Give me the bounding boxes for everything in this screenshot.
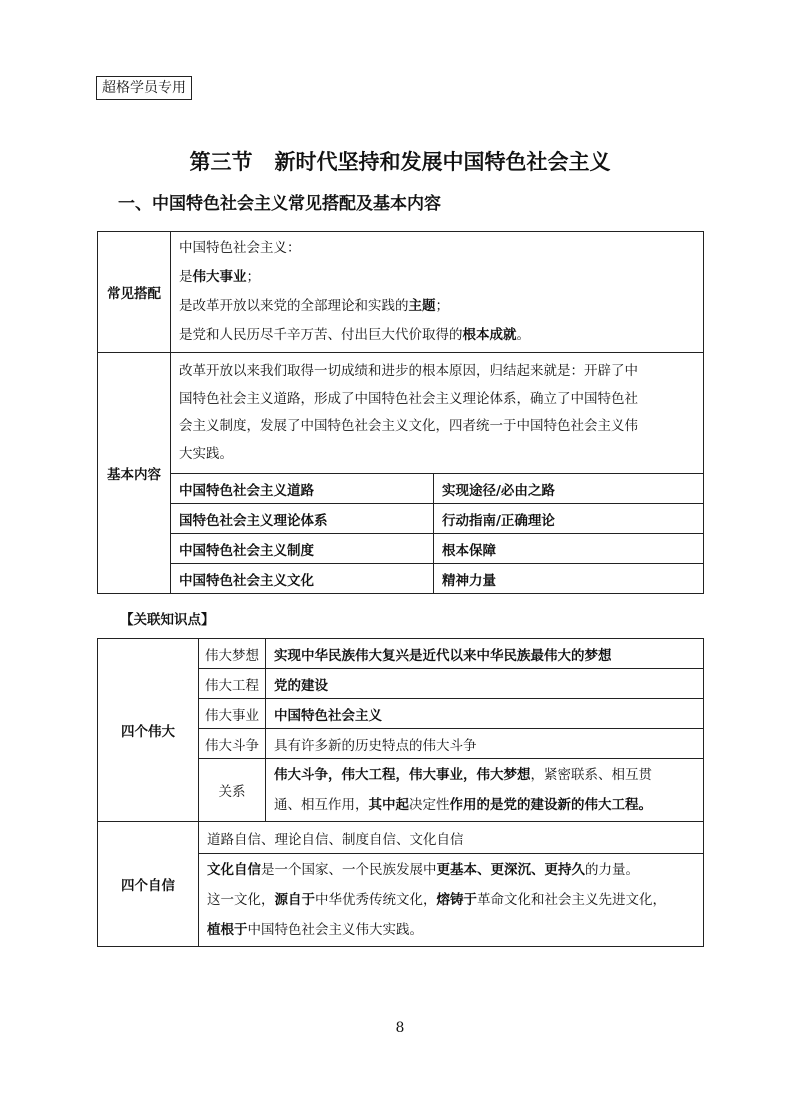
basic-paragraph	[171, 353, 704, 474]
great-content: 具有许多新的历史特点的伟大斗争	[266, 729, 704, 759]
common-content	[171, 232, 704, 353]
common-line-1: 中国特色社会主义：	[179, 240, 301, 256]
section-heading: 新时代坚持和发展中国特色社会主义	[274, 149, 611, 174]
confidence-line-1: 文化自信是一个国家、一个民族发展中更基本、更深沉、更持久的力量。	[207, 862, 639, 878]
grid-item: 中国特色社会主义制度	[171, 534, 434, 564]
student-only-tag: 超格学员专用	[96, 76, 192, 100]
common-line-2: 是伟大事业；	[179, 269, 260, 285]
grid-item: 中国特色社会主义道路	[171, 474, 434, 504]
grid-role: 行动指南/正确理论	[434, 504, 704, 534]
common-label: 常见搭配	[98, 232, 171, 353]
confidence-line-2: 这一文化，源自于中华优秀传统文化，熔铸于革命文化和社会主义先进文化，	[207, 892, 666, 908]
grid-role: 根本保障	[434, 534, 704, 564]
grid-role: 实现途径/必由之路	[434, 474, 704, 504]
great-name: 伟大梦想	[199, 639, 266, 669]
related-table	[97, 638, 704, 947]
grid-item: 国特色社会主义理论体系	[171, 504, 434, 534]
four-great-label: 四个伟大	[98, 639, 199, 822]
basic-line-3: 会主义制度，发展了中国特色社会主义文化，四者统一于中国特色社会主义伟	[179, 418, 638, 434]
confidence-detail	[199, 854, 704, 947]
grid-item: 中国特色社会主义文化	[171, 564, 434, 594]
confidence-list: 道路自信、理论自信、制度自信、文化自信	[199, 822, 704, 854]
section-number: 第三节	[189, 149, 253, 174]
common-row	[98, 232, 704, 353]
great-content: 党的建设	[266, 669, 704, 699]
grid-row	[98, 534, 704, 564]
great-content: 实现中华民族伟大复兴是近代以来中华民族最伟大的梦想	[266, 639, 704, 669]
great-name: 伟大事业	[199, 699, 266, 729]
common-line-4: 是党和人民历尽千辛万苦、付出巨大代价取得的根本成就。	[179, 327, 530, 343]
relation-line-2: 通、相互作用，其中起决定性作用的是党的建设新的伟大工程。	[274, 797, 652, 813]
relation-name: 关系	[199, 759, 266, 822]
great-name: 伟大斗争	[199, 729, 266, 759]
basic-label: 基本内容	[98, 353, 171, 594]
grid-row	[98, 564, 704, 594]
basic-line-1: 改革开放以来我们取得一切成绩和进步的根本原因，归结起来就是：开辟了中	[179, 363, 638, 379]
confidence-line-3: 植根于中国特色社会主义伟大实践。	[207, 922, 423, 938]
great-name: 伟大工程	[199, 669, 266, 699]
grid-row	[98, 474, 704, 504]
grid-role: 精神力量	[434, 564, 704, 594]
basic-line-2: 国特色社会主义道路，形成了中国特色社会主义理论体系，确立了中国特色社	[179, 390, 638, 407]
basic-row	[98, 353, 704, 474]
related-knowledge-label: 【关联知识点】	[120, 612, 215, 628]
subsection-title: 一、中国特色社会主义常见搭配及基本内容	[118, 194, 441, 214]
grid-row	[98, 504, 704, 534]
section-title	[0, 148, 800, 176]
confidence-list-row	[98, 822, 704, 854]
great-content: 中国特色社会主义	[266, 699, 704, 729]
page-number: 8	[395, 1020, 405, 1036]
content-table	[97, 231, 704, 594]
relation-content	[266, 759, 704, 822]
common-line-3: 是改革开放以来党的全部理论和实践的主题；	[179, 298, 449, 314]
four-confidence-label: 四个自信	[98, 822, 199, 947]
basic-line-4: 大实践。	[179, 445, 233, 462]
great-row	[98, 639, 704, 669]
relation-line-1: 伟大斗争，伟大工程，伟大事业，伟大梦想，紧密联系、相互贯	[274, 767, 652, 783]
